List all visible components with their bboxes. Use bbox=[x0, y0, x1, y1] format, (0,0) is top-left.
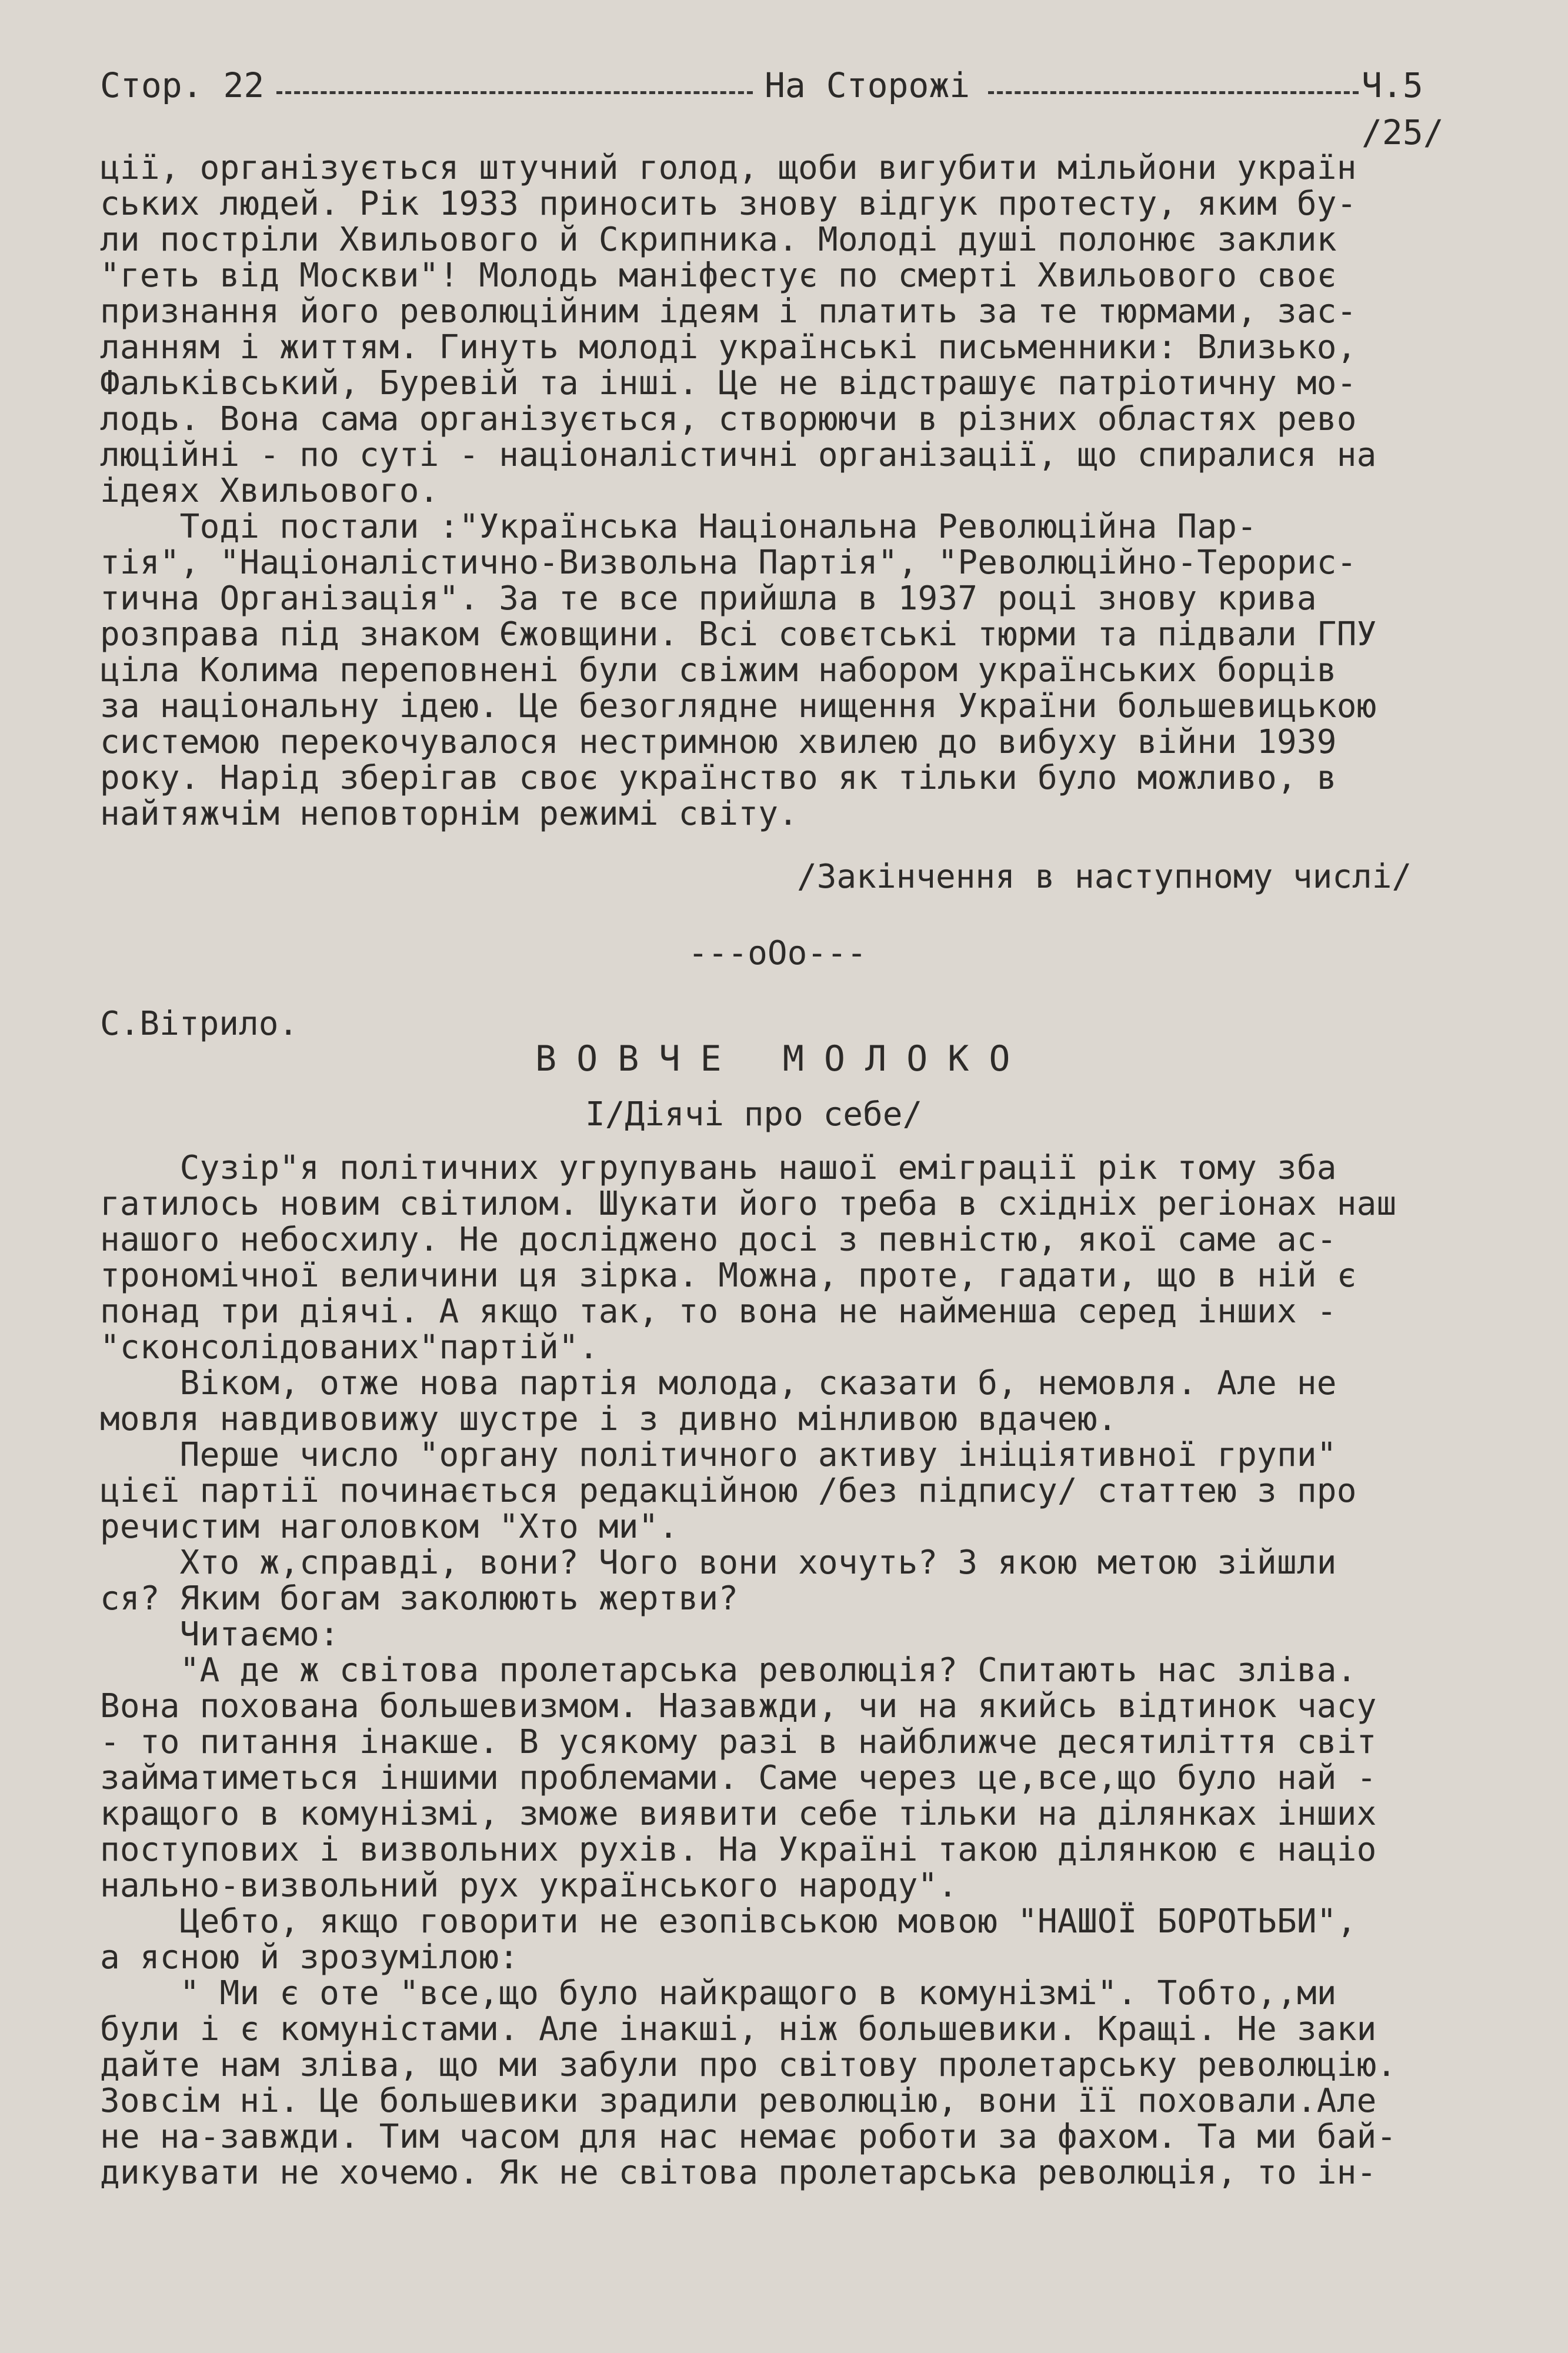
continuation-note: /Закінчення в наступному числі/ bbox=[797, 858, 1412, 896]
journal-title: На Сторожі bbox=[765, 65, 970, 105]
article-body: Сузір"я політичних угрупувань нашої еміграції рік тому зба гатилось новим світилом. Шукати його треба в східніх регіонах наш нашого небосхилу. Не досліджено досі з певністю, якої саме ас- трономічної величини ця зірка. Можна, проте, гадати, що в ній є понад три діячі. А якщо так, то вона не найменша серед інших - "сконсолідованих"партій". Віком, отже нова партія молода, сказати б, немовля. Але не мовля навдивовижу шустре і з дивно мінливою вдачею. Перше число "органу політичного активу ініціятивної групи" цієї партії починається редакційною /без підпису/ статтею з про речистим наголовком "Хто ми". Хто ж,справді, вони? Чого вони хочуть? З якою метою зійшли ся? Яким богам заколюють жертви? Читаємо: "А де ж світова пролетарська революція? Спитають нас зліва. Вона похована большевизмом. Назавжди, чи на якийсь відтинок часу - то питання інакше. В усякому разі в найближче десятиліття світ займатиметься іншими проблемами. Саме через це,все,що було най - кращого в комунізмі, зможе виявити себе тільки на ділянках інших поступових і визвольних рухів. На Україні такою ділянкою є націо нально-визвольний рух українського народу". Цебто, якщо говорити не езопівською мовою "НАШОЇ БОРОТЬБИ", а ясною й зрозумілою: " Ми є оте "все,що було найкращого в комунізмі". Тобто,,ми були і є комуністами. Але інакші, ніж большевики. Кращі. Не заки дайте нам зліва, що ми забули про світову пролетарську революцію. Зовсім ні. Це большевики зрадили революцію, вони її поховали.Але не на-завжди. Тим часом для нас немає роботи за фахом. Та ми бай- дикувати не хочемо. Як не світова пролетарська революція, то ін- bbox=[100, 1149, 1397, 2192]
article-author: С.Вітрило. bbox=[100, 1005, 299, 1043]
article-title: ВОВЧЕ МОЛОКО bbox=[535, 1038, 1030, 1079]
issue-number: Ч.5 /25/ bbox=[1362, 65, 1444, 152]
header-dash-right bbox=[988, 91, 1359, 94]
section-text-continued: ції, організується штучний голод, щоби вигубити мільйони україн ських людей. Рік 1933 приносить знову відгук протесту, яким бу- ли постріли Хвильового й Скрипника. Молоді душі полонює заклик "геть від Москви"! Молодь маніфестує по смерті Хвильового своє признання його революційним ідеям і платить за те тюрмами, зас- ланням і життям. Гинуть молоді українські письменники: Влизько, Фальківський, Буревій та інші. Це не відстрашує патріотичну мо- лодь. Вона сама організується, створюючи в різних областях рево люційні - по суті - націоналістичні організації, що спиралися на ідеях Хвильового. Тоді постали :"Українська Національна Революційна Пар- тія", "Націоналістично-Визвольна Партія", "Революційно-Терорис- тична Організація". За те все прийшла в 1937 році знову крива розправа під знаком Єжовщини. Всі совєтські тюрми та підвали ГПУ ціла Колима переповнені були свіжим набором українських борців за національну ідею. Це безоглядне нищення України большевицькою системою перекочувалося нестримною хвилею до вибуху війни 1939 року. Нарід зберігав своє українство як тільки було можливо, в найтяжчім неповторнім режимі світу. bbox=[100, 149, 1377, 833]
article-subtitle: I/Діячі про себе/ bbox=[585, 1095, 923, 1134]
page-number: Стор. 22 bbox=[100, 65, 265, 105]
section-separator: ---oOo--- bbox=[688, 934, 867, 972]
header-dash-left bbox=[276, 91, 753, 94]
page-header bbox=[100, 62, 1447, 152]
